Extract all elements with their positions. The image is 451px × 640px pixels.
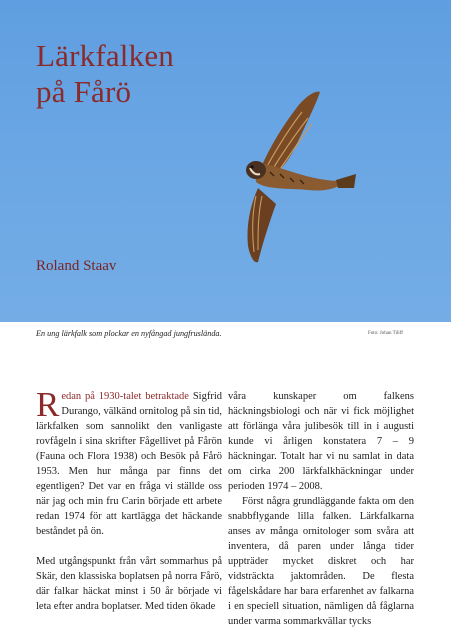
body <box>254 164 346 191</box>
author-name: Roland Staav <box>36 258 117 274</box>
paragraph-intro-text: Sigfrid Durango, välkänd ornitolog på sin tid, lärkfalken som sannolikt den vanligaste rovfågeln i sina skrifter Fågellivet på Fårön (Fauna och Flora 1938) och Besök på Fårö 1953. Men hur många par finns det egentligen? Det var en fråga vi ställde oss när jag och min fru Carin började ett arbete redan 1974 för att kartlägga det häckande beståndet på ön. <box>36 391 222 537</box>
photo-credit: Foto: Johan Tiliff <box>368 331 403 336</box>
falcon-illustration <box>236 84 356 268</box>
lead-in: edan på 1930-talet betraktade <box>61 391 189 402</box>
text-column-right <box>228 389 414 629</box>
photo-caption: En ung lärkfalk som plockar en nyfångad jungfrusländа. <box>36 329 222 338</box>
paragraph-3: våra kunskaper om falkens häckningsbiologi och när vi fick möjlighet att förlänga våra julibesök till in i augusti kunde vi årligen konstatera 7 – 9 häckningar. Totalt har vi nu samlat in data om cirka 200 lärkfalkhäckningar under perioden 1974 – 2008. <box>228 391 414 492</box>
title-line-1: Lärkfalken <box>36 38 174 73</box>
text-column-left <box>36 385 222 614</box>
title-line-2: på Fårö <box>36 74 132 109</box>
paragraph-intro <box>36 385 222 539</box>
paragraph-4: Först några grundläggande fakta om den snabbflygande lilla falken. Lärkfalkarna anses av många ornitologer som svåra att inventera, då paren under långa tider uppträder mycket diskret och har vidsträckta jaktområden. De flesta fågelskådare har bara erfarenhet av falkarna i en speciell situation, nämligen då fåglarna under varma sommarkvällar tycks <box>228 496 414 627</box>
tail <box>336 174 356 188</box>
paragraph-2: Med utgångspunkt från vårt sommarhus på Skär, den klassiska boplatsen på norra Fårö, där falkar häckat minst i 50 år började vi leta efter andra boplatser. Med tiden ökade <box>36 556 222 612</box>
drop-cap: R <box>36 385 60 424</box>
head <box>246 161 266 179</box>
page-title <box>36 38 174 110</box>
